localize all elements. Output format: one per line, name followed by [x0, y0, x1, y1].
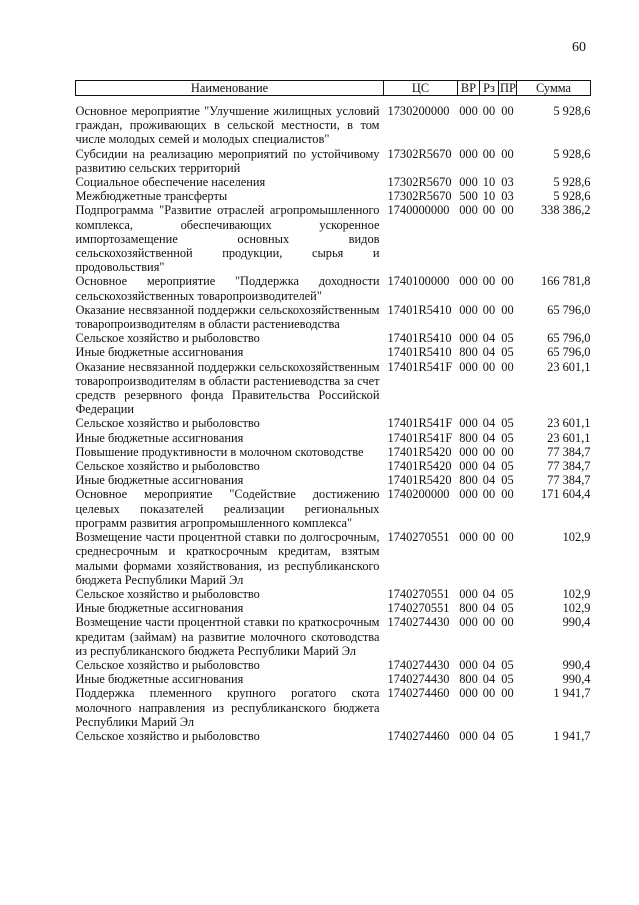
- table-row: [76, 203, 591, 274]
- row-cs: 17401R5410: [387, 345, 452, 360]
- row-pr: 00: [501, 359, 514, 374]
- row-sum: 5 928,6: [553, 189, 591, 204]
- table-row: [76, 416, 591, 430]
- table-row: [76, 431, 591, 445]
- row-pr: 03: [501, 175, 514, 190]
- row-sum: 338 386,2: [540, 203, 591, 218]
- row-vr: 000: [459, 302, 478, 317]
- table-row: [76, 729, 591, 743]
- row-cs: 1740270551: [387, 530, 450, 545]
- row-sum: 5 928,6: [553, 146, 591, 161]
- row-rz: 00: [482, 359, 496, 374]
- row-sum: 1 941,7: [553, 728, 591, 743]
- table-row: [76, 658, 591, 672]
- row-cs: 17302R5670: [387, 146, 452, 161]
- row-name: Оказание несвязанной поддержки сельскохозяйственным товаропроизводителям в области растениеводства: [75, 302, 380, 332]
- row-sum: 102,9: [562, 586, 591, 601]
- header-pr: ПР: [500, 81, 516, 95]
- header-rz: Рз: [480, 81, 499, 96]
- row-name: Поддержка племенного крупного рогатого скота молочного направления из республиканского бюджета Республики Марий Эл: [75, 686, 380, 729]
- row-rz: 00: [482, 444, 496, 459]
- table-row: [76, 175, 591, 189]
- row-rz: 04: [482, 459, 496, 474]
- row-name: Сельское хозяйство и рыболовство: [75, 416, 260, 431]
- row-name: Иные бюджетные ассигнования: [75, 473, 244, 488]
- row-pr: 00: [501, 203, 514, 218]
- row-sum: 990,4: [562, 672, 591, 687]
- row-pr: 00: [501, 530, 514, 545]
- row-rz: 00: [482, 104, 496, 118]
- row-vr: 000: [459, 530, 478, 545]
- row-rz: 00: [482, 615, 496, 630]
- row-vr: 800: [459, 473, 478, 488]
- row-pr: 00: [501, 686, 514, 701]
- row-name: Социальное обеспечение населения: [75, 175, 266, 190]
- row-vr: 000: [459, 274, 478, 289]
- row-pr: 00: [501, 104, 514, 118]
- row-vr: 000: [459, 686, 478, 701]
- table-row: [76, 459, 591, 473]
- row-pr: 05: [501, 331, 514, 346]
- row-cs: 1740274430: [387, 615, 450, 630]
- row-pr: 05: [501, 586, 514, 601]
- row-cs: 17401R5410: [387, 331, 452, 346]
- row-cs: 17401R541F: [387, 359, 453, 374]
- row-pr: 03: [501, 189, 514, 204]
- row-name: Повышение продуктивности в молочном скотоводстве: [75, 444, 364, 459]
- row-rz: 04: [482, 430, 496, 445]
- row-vr: 000: [459, 615, 478, 630]
- row-vr: 500: [459, 189, 478, 204]
- row-sum: 77 384,7: [547, 473, 591, 488]
- row-sum: 990,4: [562, 657, 591, 672]
- header-vr: ВР: [458, 81, 480, 96]
- row-sum: 65 796,0: [547, 302, 591, 317]
- row-cs: 17401R541F: [387, 430, 453, 445]
- row-cs: 17401R5410: [387, 302, 452, 317]
- row-name: Сельское хозяйство и рыболовство: [75, 728, 260, 743]
- row-vr: 000: [459, 203, 478, 218]
- row-cs: 17401R5420: [387, 459, 452, 474]
- row-vr: 000: [459, 444, 478, 459]
- row-name: Иные бюджетные ассигнования: [75, 430, 244, 445]
- row-sum: 5 928,6: [553, 104, 591, 118]
- header-cs: ЦС: [384, 81, 458, 96]
- row-rz: 04: [482, 473, 496, 488]
- table-row: [76, 530, 591, 587]
- table-row: [76, 147, 591, 175]
- row-name: Подпрограмма "Развитие отраслей агропромышленного комплекса, обеспечивающих ускоренное импортозамещение основных видов сельскохозяйственной продукции, сырья и продовольствия": [75, 203, 380, 275]
- row-cs: 1740270551: [387, 586, 450, 601]
- header-sum: Сумма: [517, 81, 591, 96]
- row-pr: 00: [501, 146, 514, 161]
- table-row: [76, 331, 591, 345]
- table-row: [76, 345, 591, 359]
- row-vr: 000: [459, 487, 478, 502]
- row-pr: 00: [501, 615, 514, 630]
- row-cs: 17302R5670: [387, 189, 452, 204]
- row-vr: 000: [459, 331, 478, 346]
- row-vr: 000: [459, 104, 478, 118]
- table-body: [76, 96, 591, 744]
- row-name: Оказание несвязанной поддержки сельскохозяйственным товаропроизводителям в области растениеводства за счет средств резервного фонда Правительства Российской Федерации: [75, 359, 380, 417]
- table-row: [76, 189, 591, 203]
- row-pr: 05: [501, 601, 514, 616]
- row-sum: 171 604,4: [540, 487, 591, 502]
- table-row: [76, 274, 591, 302]
- row-pr: 05: [501, 728, 514, 743]
- row-sum: 23 601,1: [547, 416, 591, 431]
- row-rz: 04: [482, 586, 496, 601]
- row-cs: 17401R5420: [387, 444, 452, 459]
- row-sum: 23 601,1: [547, 359, 591, 374]
- table-row: [76, 587, 591, 601]
- row-vr: 000: [459, 175, 478, 190]
- row-cs: 1740274430: [387, 672, 450, 687]
- budget-table: [75, 80, 591, 743]
- row-rz: 00: [482, 686, 496, 701]
- row-name: Основное мероприятие "Улучшение жилищных условий граждан, проживающих в сельской местности, в том числе молодых семей и молодых специалистов": [75, 104, 380, 147]
- row-pr: 05: [501, 430, 514, 445]
- row-sum: 990,4: [562, 615, 591, 630]
- row-pr: 05: [501, 657, 514, 672]
- row-rz: 00: [482, 487, 496, 502]
- row-name: Сельское хозяйство и рыболовство: [75, 586, 260, 601]
- table-row: [76, 360, 591, 417]
- table-row: [76, 303, 591, 331]
- row-vr: 000: [459, 728, 478, 743]
- row-vr: 800: [459, 601, 478, 616]
- row-pr: 05: [501, 473, 514, 488]
- row-name: Сельское хозяйство и рыболовство: [75, 657, 260, 672]
- table-row: [76, 672, 591, 686]
- row-cs: 17401R5420: [387, 473, 452, 488]
- row-sum: 77 384,7: [547, 444, 591, 459]
- row-sum: 102,9: [562, 601, 591, 616]
- row-name: Сельское хозяйство и рыболовство: [75, 459, 260, 474]
- row-cs: 1740000000: [387, 203, 450, 218]
- row-rz: 04: [482, 345, 496, 360]
- table-row: [76, 487, 591, 530]
- table-row: [76, 96, 591, 147]
- row-vr: 800: [459, 672, 478, 687]
- row-cs: 1740270551: [387, 601, 450, 616]
- row-vr: 800: [459, 430, 478, 445]
- row-sum: 65 796,0: [547, 331, 591, 346]
- row-pr: 05: [501, 345, 514, 360]
- row-rz: 04: [482, 601, 496, 616]
- row-vr: 000: [459, 586, 478, 601]
- row-cs: 1740274430: [387, 657, 450, 672]
- row-pr: 05: [501, 672, 514, 687]
- row-pr: 00: [501, 487, 514, 502]
- row-name: Иные бюджетные ассигнования: [75, 345, 244, 360]
- row-sum: 166 781,8: [540, 274, 591, 289]
- row-name: Межбюджетные трансферты: [75, 189, 228, 204]
- row-cs: 1740200000: [387, 487, 450, 502]
- row-pr: 00: [501, 274, 514, 289]
- row-cs: 17302R5670: [387, 175, 452, 190]
- row-name: Сельское хозяйство и рыболовство: [75, 331, 260, 346]
- row-name: Основное мероприятие "Поддержка доходности сельскохозяйственных товаропроизводителей": [75, 274, 380, 303]
- row-name: Основное мероприятие "Содействие достижению целевых показателей реализации региональных программ развития агропромышленного комплекса": [75, 487, 380, 530]
- row-sum: 65 796,0: [547, 345, 591, 360]
- row-pr: 05: [501, 416, 514, 431]
- row-rz: 00: [482, 274, 496, 289]
- row-rz: 10: [482, 175, 496, 190]
- table-header-row: [76, 81, 591, 96]
- row-pr: 00: [501, 302, 514, 317]
- table-row: [76, 473, 591, 487]
- row-rz: 10: [482, 189, 496, 204]
- row-cs: 1730200000: [387, 104, 450, 118]
- row-pr: 00: [501, 444, 514, 459]
- row-cs: 17401R541F: [387, 416, 453, 431]
- row-vr: 000: [459, 146, 478, 161]
- table-row: [76, 615, 591, 658]
- row-name: Субсидии на реализацию мероприятий по устойчивому развитию сельских территорий: [75, 146, 380, 175]
- row-vr: 800: [459, 345, 478, 360]
- row-vr: 000: [459, 657, 478, 672]
- row-rz: 04: [482, 657, 496, 672]
- row-name: Возмещение части процентной ставки по долгосрочным, среднесрочным и краткосрочным кредитам, взятым малыми формами хозяйствования, из республиканского бюджета Республики Марий Эл: [75, 530, 380, 587]
- row-rz: 00: [482, 530, 496, 545]
- table-row: [76, 686, 591, 729]
- row-rz: 04: [482, 672, 496, 687]
- row-rz: 04: [482, 416, 496, 431]
- row-rz: 00: [482, 146, 496, 161]
- table-row: [76, 601, 591, 615]
- row-name: Иные бюджетные ассигнования: [75, 601, 244, 616]
- table-row: [76, 445, 591, 459]
- row-sum: 102,9: [562, 530, 591, 545]
- row-rz: 04: [482, 331, 496, 346]
- row-vr: 000: [459, 416, 478, 431]
- row-vr: 000: [459, 359, 478, 374]
- row-sum: 1 941,7: [553, 686, 591, 701]
- header-name: Наименование: [76, 81, 384, 96]
- row-cs: 1740274460: [387, 686, 450, 701]
- row-sum: 23 601,1: [547, 430, 591, 445]
- row-cs: 1740100000: [387, 274, 450, 289]
- row-pr: 05: [501, 459, 514, 474]
- row-rz: 00: [482, 203, 496, 218]
- row-cs: 1740274460: [387, 728, 450, 743]
- row-rz: 00: [482, 302, 496, 317]
- row-rz: 04: [482, 728, 496, 743]
- row-name: Иные бюджетные ассигнования: [75, 672, 244, 687]
- row-vr: 000: [459, 459, 478, 474]
- row-sum: 5 928,6: [553, 175, 591, 190]
- row-name: Возмещение части процентной ставки по краткосрочным кредитам (займам) на развитие молочного скотоводства из республиканского бюджета Республики Марий Эл: [75, 615, 380, 658]
- row-sum: 77 384,7: [547, 459, 591, 474]
- page-number: 60: [572, 40, 586, 55]
